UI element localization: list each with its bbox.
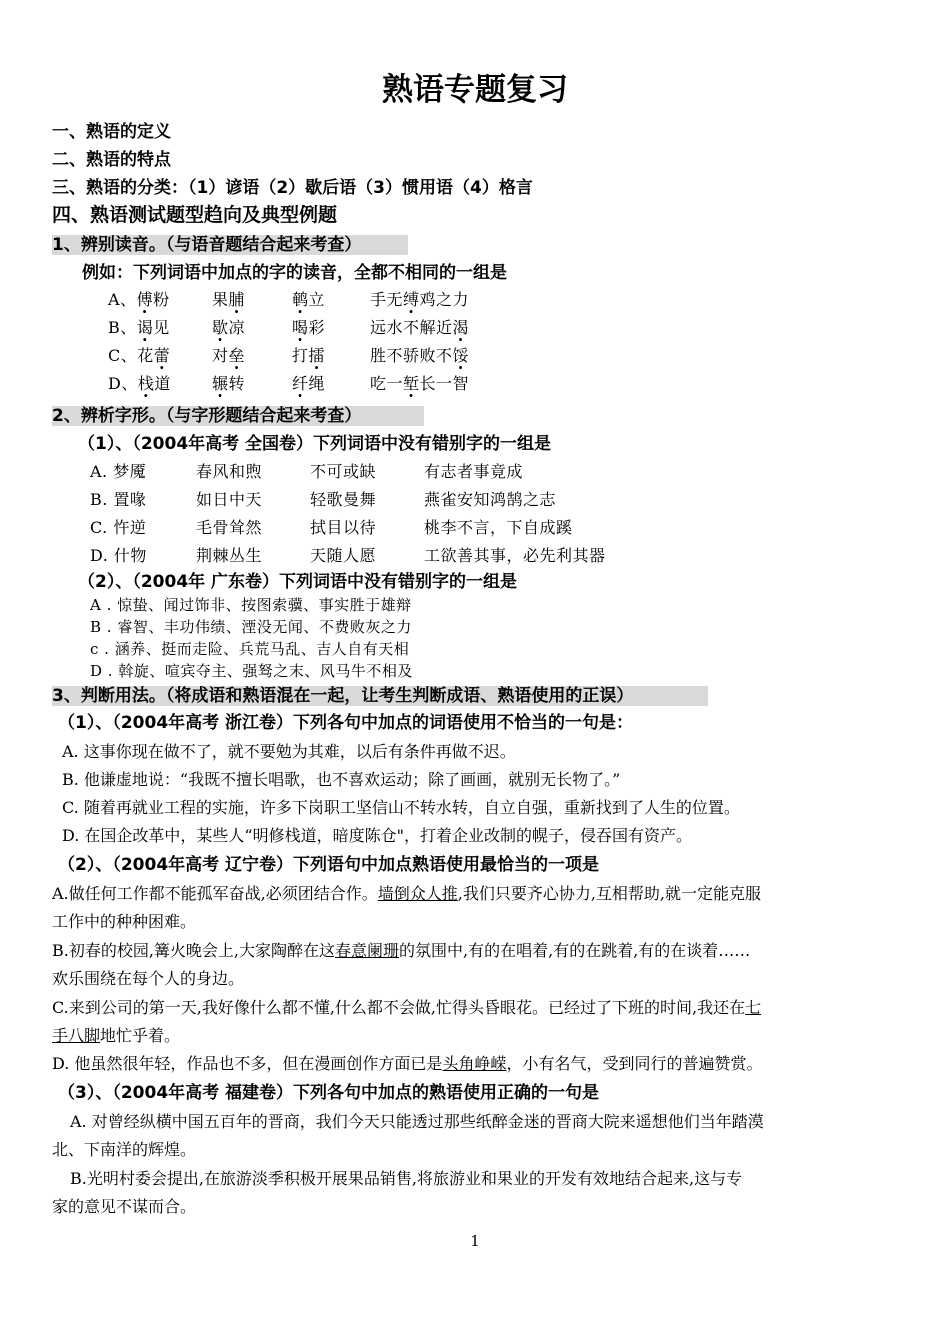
q2-part1-option-d: D. 什物 荆棘丛生 天随人愿 工欲善其事，必先利其器: [90, 546, 606, 565]
q2-part2-option-d: D . 斡旋、喧宾夺主、强驽之末、风马牛不相及: [90, 662, 413, 680]
q2-part1-option-a: A. 梦魇 春风和煦 不可或缺 有志者事竟成: [90, 462, 524, 481]
section-classification: 三、熟语的分类：（1）谚语（2）歇后语（3）惯用语（4）格言: [52, 178, 533, 198]
q3-part1-option-a: A. 这事你现在做不了，就不要勉为其难，以后有条件再做不迟。: [62, 742, 516, 761]
q2-part1-prompt: （1）、（2004年高考 全国卷）下列词语中没有错别字的一组是: [78, 434, 552, 454]
q2-part2-option-a: A . 惊蛰、闻过饰非、按图索骥、事实胜于雄辩: [90, 596, 412, 614]
q3-part2-option-c-cont: 手八脚地忙乎着。: [52, 1026, 181, 1045]
q3-part2-option-c: C.来到公司的第一天,我好像什么都不懂,什么都不会做,忙得头昏眼花。已经过了下班的时间,我还在七: [52, 998, 762, 1017]
section-question-types: 四、熟语测试题型趋向及典型例题: [52, 204, 338, 226]
q3-part2-option-b: B.初春的校园,篝火晚会上,大家陶醉在这春意阑珊的氛围中,有的在唱着,有的在跳着,有的在谈着……: [52, 941, 751, 960]
section-definition: 一、熟语的定义: [52, 122, 171, 142]
q3-part3-option-a-cont: 北、下南洋的辉煌。: [52, 1140, 197, 1159]
q3-part3-prompt: （3）、（2004年高考 福建卷）下列各句中加点的熟语使用正确的一句是: [58, 1083, 600, 1103]
q2-part2-prompt: （2）、（2004年 广东卷）下列词语中没有错别字的一组是: [78, 572, 518, 592]
q1-option-b: B、谒见 歇凉 喝彩 远水不解近渴: [108, 318, 470, 337]
q3-part1-option-d: D. 在国企改革中，某些人“明修栈道，暗度陈仓"，打着企业改制的幌子，侵吞国有资产。: [62, 826, 692, 845]
section-features: 二、熟语的特点: [52, 150, 171, 170]
q3-part2-option-a-cont: 工作中的种种困难。: [52, 912, 197, 931]
q3-part1-option-c: C. 随着再就业工程的实施，许多下岗职工坚信山不转水转，自立自强，重新找到了人生的位置。: [62, 798, 740, 817]
q2-part2-option-c: c . 涵养、挺而走险、兵荒马乱、吉人自有天相: [90, 640, 410, 658]
q2-part1-option-b: B. 置喙 如日中天 轻歌曼舞 燕雀安知鸿鹄之志: [90, 490, 557, 509]
q3-part2-prompt: （2）、（2004年高考 辽宁卷）下列语句中加点熟语使用最恰当的一项是: [58, 855, 600, 875]
q2-part1-option-c: C. 忤逆 毛骨耸然 拭目以待 桃李不言，下自成蹊: [90, 518, 573, 537]
q1-option-c: C、花蕾 对垒 打擂 胜不骄败不馁: [108, 346, 470, 365]
q1-example: 例如：下列词语中加点的字的读音，全都不相同的一组是: [82, 263, 507, 283]
q3-heading: 3、判断用法。（将成语和熟语混在一起，让考生判断成语、熟语使用的正误）: [52, 686, 708, 706]
q2-part2-option-b: B . 睿智、丰功伟绩、湮没无闻、不费败灰之力: [90, 618, 412, 636]
q1-option-a: A、傅粉 果脯 鹌立 手无缚鸡之力: [108, 290, 470, 309]
page-title: 熟语专题复习: [382, 72, 568, 108]
q1-option-d: D、栈道 辗转 纤绳 吃一堑长一智: [108, 374, 470, 393]
q1-heading: 1、辨别读音。（与语音题结合起来考查）: [52, 235, 408, 255]
page-number: 1: [470, 1232, 480, 1250]
q3-part3-option-a: A. 对曾经纵横中国五百年的晋商，我们今天只能透过那些纸醉金迷的晋商大院来遥想他们当年踏漠: [70, 1112, 764, 1131]
q2-heading: 2、辨析字形。（与字形题结合起来考查）: [52, 406, 424, 426]
q3-part2-option-b-cont: 欢乐围绕在每个人的身边。: [52, 969, 245, 988]
q3-part2-option-a: A.做任何工作都不能孤军奋战,必须团结合作。墙倒众人推,我们只要齐心协力,互相帮助,就一定能克服: [52, 884, 762, 903]
q3-part1-option-b: B. 他谦虚地说：“我既不擅长唱歌，也不喜欢运动；除了画画，就别无长物了。”: [62, 770, 621, 789]
q3-part2-option-d: D. 他虽然很年轻，作品也不多，但在漫画创作方面已是头角峥嵘，小有名气，受到同行的普遍赞赏。: [52, 1054, 763, 1073]
q3-part1-prompt: （1）、（2004年高考 浙江卷）下列各句中加点的词语使用不恰当的一句是：: [58, 713, 634, 733]
q3-part3-option-b-cont: 家的意见不谋而合。: [52, 1197, 197, 1216]
q3-part3-option-b: B.光明村委会提出,在旅游淡季积极开展果品销售,将旅游业和果业的开发有效地结合起来,这与专: [70, 1169, 743, 1188]
